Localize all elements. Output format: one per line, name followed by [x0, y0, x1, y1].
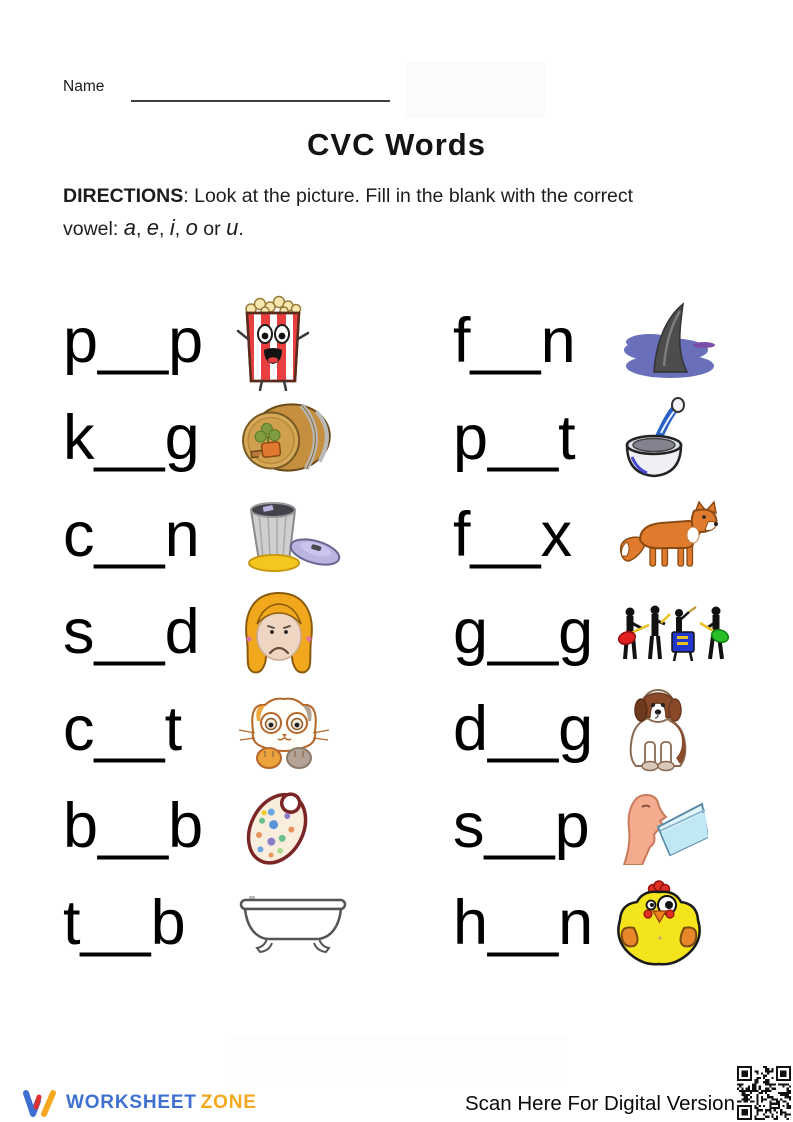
directions-label: DIRECTIONS: [63, 185, 184, 207]
watermark-area: [405, 62, 545, 118]
vowel-option: u: [226, 215, 239, 240]
exercise-fox: [396, 487, 793, 584]
exercise-picture: [235, 779, 321, 874]
sad-girl-image: [235, 590, 323, 676]
brand-zone: ZONE: [200, 1092, 257, 1113]
directions-vowel-line: [63, 215, 244, 240]
exercise-picture: [235, 294, 311, 389]
exercise-bathtub: [0, 875, 396, 972]
exercise-bib: [0, 778, 396, 875]
exercise-grid: [0, 293, 793, 972]
exercise-pot: [396, 390, 793, 487]
trash-can-image: [235, 498, 343, 574]
exercise-picture: [235, 682, 333, 777]
word-blank: g__g: [453, 597, 594, 667]
exercise-band: [396, 584, 793, 681]
directions-text: ,: [135, 218, 147, 240]
directions: [63, 181, 683, 245]
exercise-cat: [0, 681, 396, 778]
worksheetzone-logo: [22, 1088, 257, 1118]
qr-code: [737, 1066, 791, 1120]
band-image: [616, 602, 732, 664]
vowel-option: i: [169, 215, 175, 240]
exercise-trash-can: [0, 487, 396, 584]
word-blank: d__g: [453, 694, 594, 764]
hen-image: [616, 880, 702, 968]
exercise-picture: [616, 294, 716, 389]
word-blank: h__n: [453, 888, 594, 958]
directions-text: or: [197, 218, 227, 240]
exercise-picture: [616, 779, 708, 874]
scan-here-label: Scan Here For Digital Version: [464, 1092, 735, 1115]
word-blank: c__t: [63, 694, 183, 764]
fox-image: [616, 498, 718, 574]
vowel-option: o: [185, 215, 198, 240]
exercise-hen: [396, 875, 793, 972]
page-title: CVC Words: [307, 127, 486, 162]
cat-image: [235, 691, 333, 769]
exercise-dog: [396, 681, 793, 778]
word-blank: f__x: [453, 500, 573, 570]
pot-image: [616, 395, 696, 483]
watermark-area: [230, 1037, 568, 1087]
word-blank: c__n: [63, 500, 200, 570]
name-label: Name: [63, 78, 105, 95]
exercise-popcorn: [0, 293, 396, 390]
brand-worksheet: WORKSHEET: [66, 1092, 197, 1113]
exercise-keg: [0, 390, 396, 487]
exercise-shark-fin: [396, 293, 793, 390]
directions-text: : Look at the picture. Fill in the blank with the correct: [183, 185, 634, 207]
exercise-picture: [235, 488, 343, 583]
word-blank: p__p: [63, 306, 204, 376]
directions-text: ,: [159, 218, 170, 240]
bathtub-image: [235, 893, 351, 955]
sipping-image: [616, 789, 708, 865]
bib-image: [235, 781, 321, 873]
exercise-picture: [235, 876, 351, 971]
exercise-picture: [616, 585, 732, 680]
word-blank: p__t: [453, 403, 576, 473]
dog-image: [616, 686, 700, 774]
exercise-picture: [235, 391, 335, 486]
exercise-picture: [235, 585, 323, 680]
popcorn-image: [235, 293, 311, 391]
exercise-sad-girl: [0, 584, 396, 681]
exercise-picture: [616, 682, 700, 777]
worksheetzone-logo-icon: [22, 1088, 58, 1118]
directions-text: vowel:: [63, 218, 124, 240]
vowel-option: a: [123, 215, 136, 240]
vowel-option: e: [146, 215, 160, 240]
keg-image: [235, 398, 335, 480]
exercise-picture: [616, 391, 696, 486]
directions-text: ,: [174, 218, 186, 240]
exercise-sipping: [396, 778, 793, 875]
word-blank: s__p: [453, 791, 590, 861]
word-blank: s__d: [63, 597, 200, 667]
word-blank: b__b: [63, 791, 204, 861]
exercise-picture: [616, 876, 702, 971]
name-blank-line: [131, 100, 390, 102]
shark-fin-image: [616, 296, 716, 388]
word-blank: k__g: [63, 403, 200, 473]
directions-text: .: [238, 218, 244, 240]
exercise-picture: [616, 488, 718, 583]
word-blank: f__n: [453, 306, 576, 376]
word-blank: t__b: [63, 888, 186, 958]
